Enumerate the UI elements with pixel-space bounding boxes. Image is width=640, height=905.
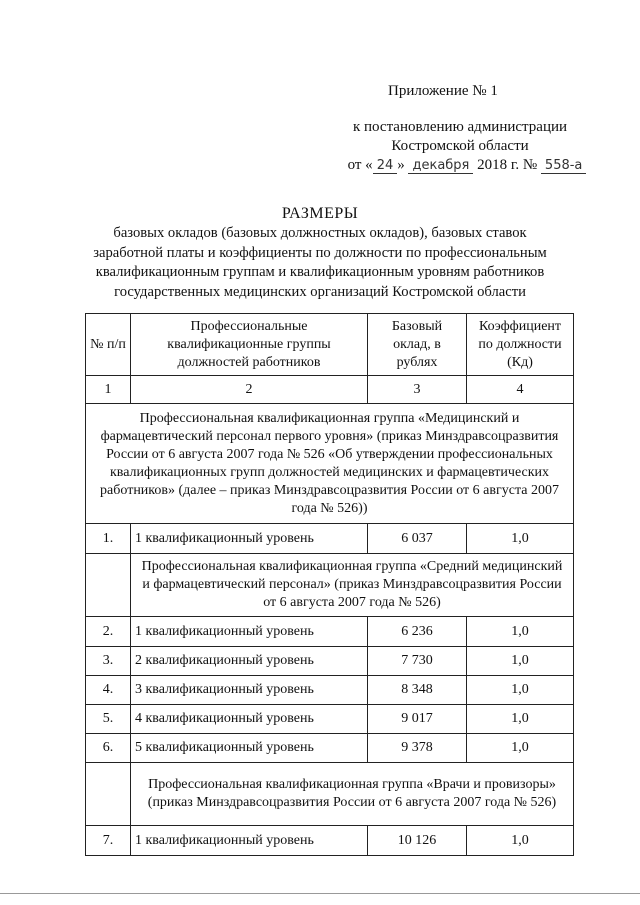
group-num-blank	[86, 763, 131, 826]
row-salary: 9 378	[368, 734, 467, 763]
row-level: 1 квалификационный уровень	[131, 524, 368, 554]
date-year: 2018 г. №	[477, 157, 538, 173]
group-row	[86, 554, 574, 617]
group-title: Профессиональная квалификационная группа «Медицинский и фармацевтический персонал первого уровня» (приказ Минздравсоцразвития России от 6 августа 2007 года № 526 «Об утверждении профессиональных квалификационных групп должностей медицинских и фармацевтических работников» (далее – приказ Минздравсоцразвития России от 6 августа 2007 года № 526))	[86, 404, 574, 524]
header-num: № п/п	[86, 314, 131, 376]
header-coef: Коэффициент по должности (Кд)	[467, 314, 574, 376]
resolution-number: 558-а	[541, 158, 586, 174]
row-salary: 6 236	[368, 617, 467, 647]
row-num: 1.	[86, 524, 131, 554]
row-num: 3.	[86, 647, 131, 676]
row-num: 7.	[86, 826, 131, 856]
row-level: 1 квалификационный уровень	[131, 826, 368, 856]
date-prefix: от «	[347, 157, 373, 173]
table-row	[86, 524, 574, 554]
row-level: 3 квалификационный уровень	[131, 676, 368, 705]
row-salary: 7 730	[368, 647, 467, 676]
row-salary: 10 126	[368, 826, 467, 856]
row-coef: 1,0	[467, 524, 574, 554]
row-level: 1 квалификационный уровень	[131, 617, 368, 647]
table-row	[86, 734, 574, 763]
row-salary: 8 348	[368, 676, 467, 705]
col-number-3: 3	[368, 376, 467, 404]
group-num-blank	[86, 554, 131, 617]
date-month: декабря	[408, 158, 473, 174]
header-line-2: Костромской области	[391, 138, 529, 154]
salary-table	[85, 313, 574, 856]
row-coef: 1,0	[467, 647, 574, 676]
row-coef: 1,0	[467, 705, 574, 734]
header-line-1: к постановлению администрации	[352, 119, 568, 135]
row-num: 2.	[86, 617, 131, 647]
row-num: 5.	[86, 705, 131, 734]
table-row	[86, 617, 574, 647]
page-bottom-rule	[0, 893, 640, 894]
resolution-date-line	[339, 156, 595, 175]
date-mid: »	[397, 157, 405, 173]
appendix-title: Приложение № 1	[388, 83, 498, 99]
table-row	[86, 676, 574, 705]
document-subtitle: базовых окладов (базовых должностных окладов), базовых ставок заработной платы и коэффициенты по должности по профессиональным квалификационным группам и квалификационным уровням работников государственных медицинских организаций Костромской области	[93, 225, 547, 300]
col-number-2: 2	[131, 376, 368, 404]
table-row	[86, 647, 574, 676]
row-coef: 1,0	[467, 676, 574, 705]
group-title: Профессиональная квалификационная группа «Средний медицинский и фармацевтический персонал» (приказ Минздравсоцразвития России от 6 августа 2007 года № 526)	[131, 554, 574, 617]
resolution-header	[325, 118, 595, 175]
table-header-row	[86, 314, 574, 376]
row-level: 4 квалификационный уровень	[131, 705, 368, 734]
table-row	[86, 826, 574, 856]
header-groups: Профессиональные квалификационные группы должностей работников	[131, 314, 368, 376]
group-title: Профессиональная квалификационная группа «Врачи и провизоры» (приказ Минздравсоцразвития России от 6 августа 2007 года № 526)	[131, 763, 574, 826]
row-num: 4.	[86, 676, 131, 705]
col-number-1: 1	[86, 376, 131, 404]
row-salary: 9 017	[368, 705, 467, 734]
row-coef: 1,0	[467, 826, 574, 856]
date-day: 24	[373, 158, 398, 174]
row-level: 5 квалификационный уровень	[131, 734, 368, 763]
table-row	[86, 705, 574, 734]
row-coef: 1,0	[467, 734, 574, 763]
row-level: 2 квалификационный уровень	[131, 647, 368, 676]
col-number-4: 4	[467, 376, 574, 404]
header-salary: Базовый оклад, в рублях	[368, 314, 467, 376]
group-row	[86, 404, 574, 524]
document-title: РАЗМЕРЫ	[281, 205, 359, 222]
row-coef: 1,0	[467, 617, 574, 647]
row-num: 6.	[86, 734, 131, 763]
group-row	[86, 763, 574, 826]
column-numbers-row	[86, 376, 574, 404]
row-salary: 6 037	[368, 524, 467, 554]
